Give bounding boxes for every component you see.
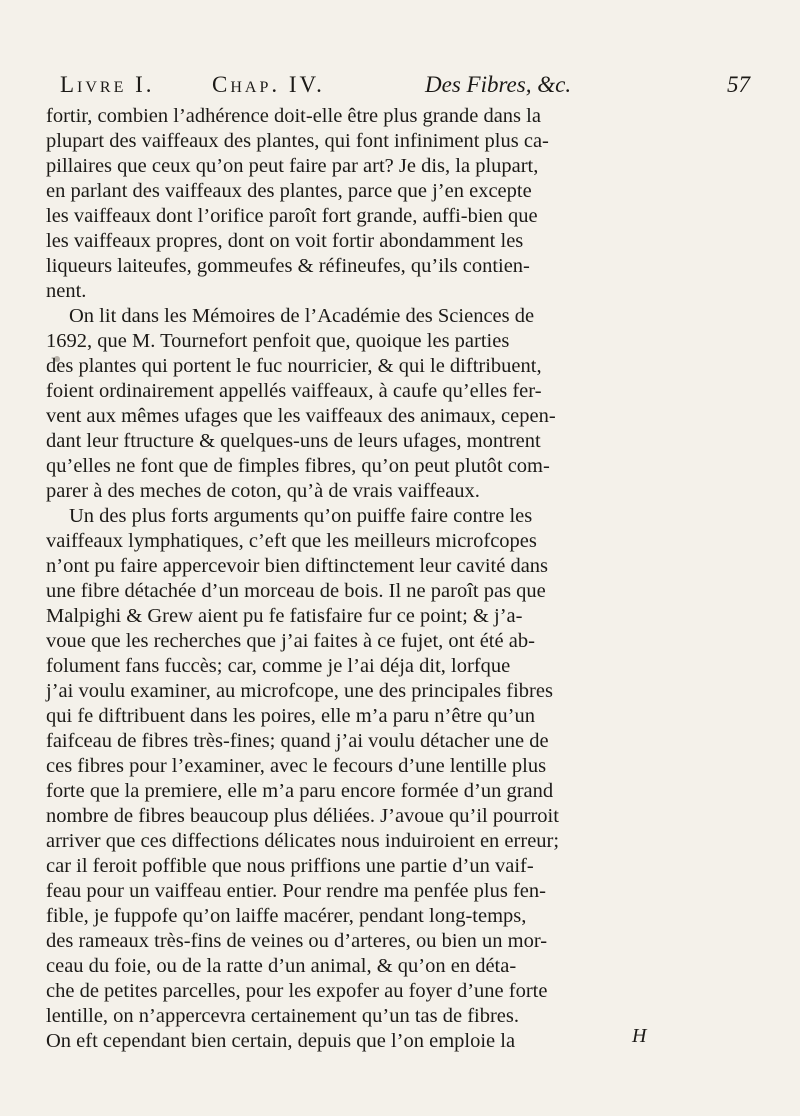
- text-line: lentille, on n’appercevra certainement qu’un tas de fibres.: [46, 1005, 520, 1027]
- text-line: fortir, combien l’adhérence doit-elle être plus grande dans la: [46, 105, 541, 127]
- running-head-chapter: Chap. IV.: [212, 72, 325, 97]
- text-line: che de petites parcelles, pour les expofer au foyer d’une forte: [46, 980, 548, 1002]
- text-line: fible, je fuppofe qu’on laiffe macérer, pendant long-temps,: [46, 905, 527, 927]
- text-line: liqueurs laiteufes, gommeufes & réfineufes, qu’ils contien-: [46, 255, 530, 277]
- text-line: qui fe diftribuent dans les poires, elle m’a paru n’être qu’un: [46, 705, 535, 727]
- body-text: [46, 104, 768, 1054]
- text-line: ceau du foie, ou de la ratte d’un animal, & qu’on en déta-: [46, 955, 517, 977]
- text-line: nent.: [46, 280, 87, 302]
- text-line: dant leur ftructure & quelques-uns de leurs ufages, montrent: [46, 430, 541, 452]
- running-head-subject: Des Fibres, &c.: [425, 72, 572, 97]
- text-line: voue que les recherches que j’ai faites à ce fujet, ont été ab-: [46, 630, 535, 652]
- text-line: arriver que ces diffections délicates nous induiroient en erreur;: [46, 830, 560, 852]
- text-line: les vaiffeaux dont l’orifice paroît fort grande, auffi-bien que: [46, 205, 538, 227]
- text-line: feau pour un vaiffeau entier. Pour rendre ma penfée plus fen-: [46, 880, 546, 902]
- text-line: forte que la premiere, elle m’a paru encore formée d’un grand: [46, 780, 554, 802]
- text-line: des plantes qui portent le fuc nourricier, & qui le diftribuent,: [46, 355, 542, 377]
- text-line: des rameaux très-fins de veines ou d’arteres, ou bien un mor-: [46, 930, 548, 952]
- text-line: On lit dans les Mémoires de l’Académie des Sciences de: [69, 305, 535, 327]
- text-line: faifceau de fibres très-fines; quand j’ai voulu détacher une de: [46, 730, 549, 752]
- text-line: plupart des vaiffeaux des plantes, qui font infiniment plus ca-: [46, 130, 549, 152]
- text-line: n’ont pu faire appercevoir bien diftinctement leur cavité dans: [46, 555, 549, 577]
- text-line: qu’elles ne font que de fimples fibres, qu’on peut plutôt com-: [46, 455, 550, 477]
- text-line: Un des plus forts arguments qu’on puiffe faire contre les: [69, 505, 533, 527]
- text-line: les vaiffeaux propres, dont on voit fortir abondamment les: [46, 230, 524, 252]
- text-line: pillaires que ceux qu’on peut faire par art? Je dis, la plupart,: [46, 155, 539, 177]
- text-line: j’ai voulu examiner, au microfcope, une des principales fibres: [46, 680, 553, 702]
- text-line: Malpighi & Grew aient pu fe fatisfaire fur ce point; & j’a-: [46, 605, 523, 627]
- text-line: 1692, que M. Tournefort penfoit que, quoique les parties: [46, 330, 510, 352]
- text-line: en parlant des vaiffeaux des plantes, parce que j’en excepte: [46, 180, 532, 202]
- text-line: foient ordinairement appellés vaiffeaux, à caufe qu’elles fer-: [46, 380, 542, 402]
- text-line: nombre de fibres beaucoup plus déliées. J’avoue qu’il pourroit: [46, 805, 559, 827]
- running-head: [60, 70, 750, 100]
- running-head-book: Livre I.: [60, 72, 155, 97]
- text-line: parer à des meches de coton, qu’à de vrais vaiffeaux.: [46, 480, 480, 502]
- text-line: vent aux mêmes ufages que les vaiffeaux des animaux, cepen-: [46, 405, 556, 427]
- text-line: folument fans fuccès; car, comme je l’ai déja dit, lorfque: [46, 655, 511, 677]
- page-number: 57: [727, 72, 750, 97]
- text-line: On eft cependant bien certain, depuis que l’on emploie la: [46, 1030, 516, 1052]
- text-line: vaiffeaux lymphatiques, c’eft que les meilleurs microfcopes: [46, 530, 537, 552]
- signature-mark: H: [632, 1025, 647, 1047]
- text-line: car il feroit poffible que nous priffions une partie d’un vaif-: [46, 855, 534, 877]
- text-line: ces fibres pour l’examiner, avec le fecours d’une lentille plus: [46, 755, 547, 777]
- text-line: une fibre détachée d’un morceau de bois. Il ne paroît pas que: [46, 580, 546, 602]
